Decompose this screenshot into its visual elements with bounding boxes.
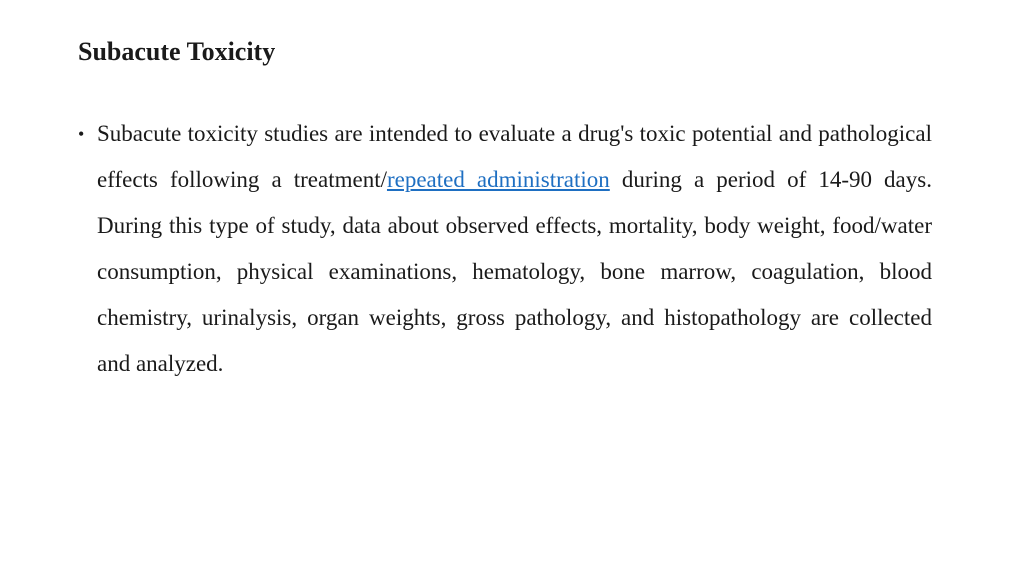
bullet-text-before: Subacute toxicity studies are intended to evaluate a drug's toxic potential and pathological effects following a treatment/ — [97, 121, 932, 192]
bullet-item — [78, 111, 932, 387]
bullet-list — [78, 111, 932, 387]
repeated-administration-link[interactable]: repeated administration — [386, 167, 610, 192]
bullet-marker: • — [78, 124, 85, 144]
bullet-text-after: during a period of 14-90 days. During this type of study, data about observed effects, mortality, body weight, food/water consumption, physical examinations, hematology, bone marrow, coagulation, blood chemistry, urinalysis, organ weights, gross pathology, and histopathology are collected and analyzed. — [97, 167, 932, 376]
slide-title: Subacute Toxicity — [78, 37, 276, 66]
